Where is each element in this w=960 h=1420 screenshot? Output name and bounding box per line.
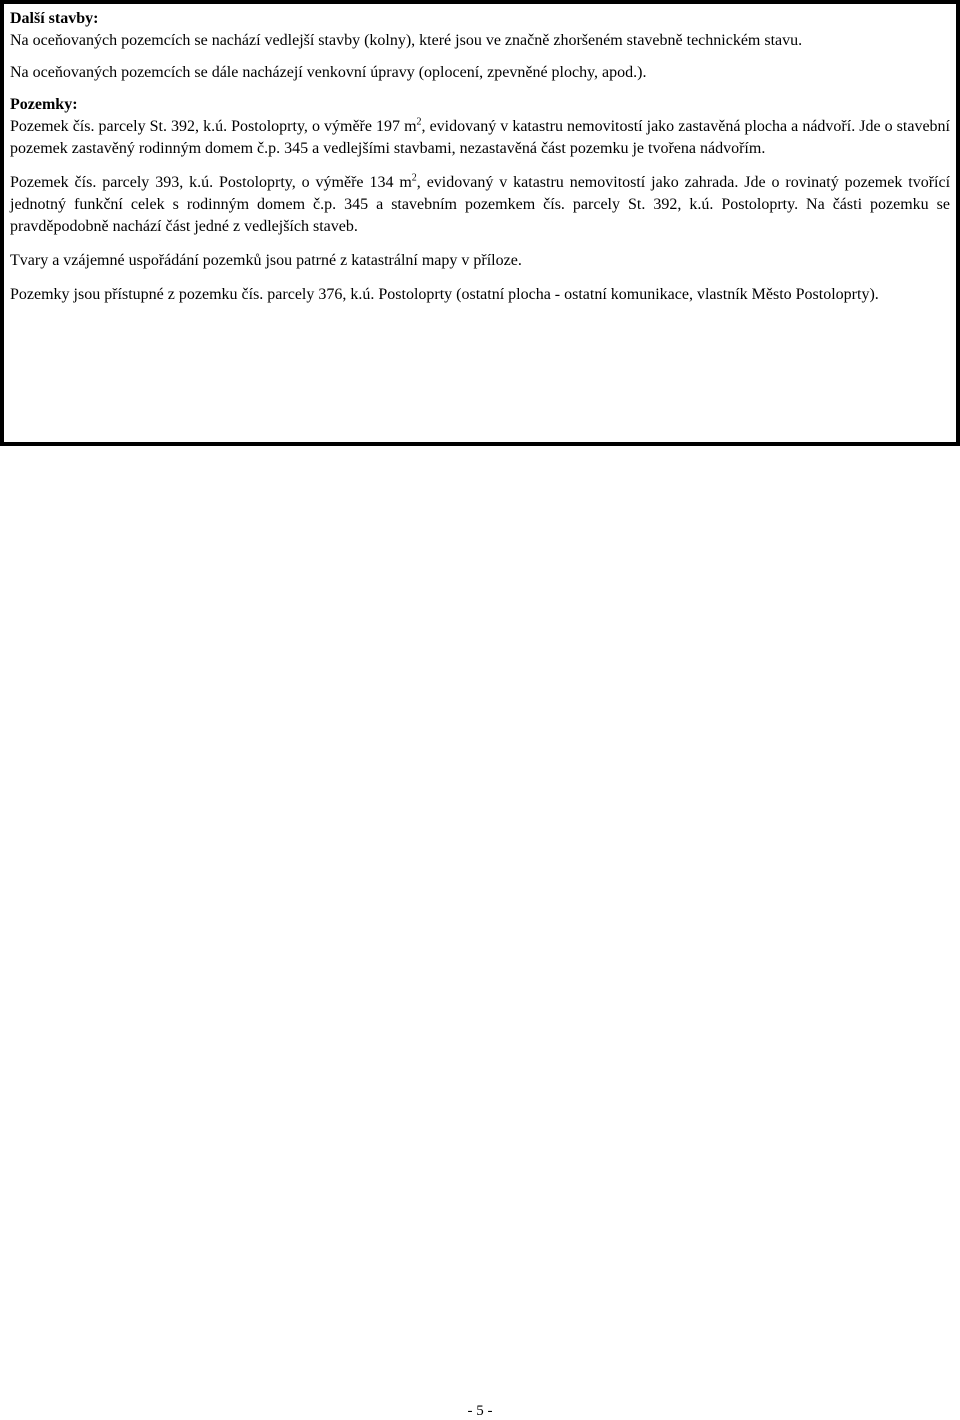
page-number: - 5 - bbox=[467, 1403, 493, 1419]
plot-392-area-unit-exponent: 2 bbox=[416, 116, 422, 128]
plot-393-paragraph bbox=[10, 172, 950, 238]
plot-392-text-a: Pozemek čís. parcely St. 392, k.ú. Postoloprty, o výměře 197 m bbox=[10, 118, 417, 135]
plot-access-paragraph: Pozemky jsou přístupné z pozemku čís. parcely 376, k.ú. Postoloprty (ostatní plocha - ostatní komunikace, vlastník Město Postoloprty). bbox=[10, 286, 879, 303]
land-heading: Pozemky: bbox=[10, 96, 78, 113]
plot-393-text-b: , evidovaný v katastru nemovitostí jako zahrada. Jde o rovinatý pozemek tvořící jednotný funkční celek s rodinným domem č.p. 345 a stavebním pozemkem čís. parcely St. 392, k.ú. Postoloprty. Na části pozemku se pravděpodobně nachází část jedné z vedlejších staveb. bbox=[10, 174, 951, 235]
plot-393-area-unit-exponent: 2 bbox=[411, 172, 417, 184]
content-box bbox=[0, 0, 960, 446]
other-buildings-paragraph: Na oceňovaných pozemcích se nachází vedlejší stavby (kolny), které jsou ve značně zhoršeném stavebně technickém stavu. bbox=[10, 32, 803, 49]
plot-layout-paragraph: Tvary a vzájemné uspořádání pozemků jsou patrné z katastrální mapy v příloze. bbox=[10, 252, 522, 269]
other-buildings-heading: Další stavby: bbox=[10, 10, 99, 27]
plot-392-paragraph bbox=[10, 116, 950, 160]
plot-392-text-b: , evidovaný v katastru nemovitostí jako zastavěná plocha a nádvoří. Jde o stavební pozemek zastavěný rodinným domem č.p. 345 a vedlejšími stavbami, nezastavěná část pozemku je tvořena nádvořím. bbox=[10, 118, 950, 157]
plot-393-text-a: Pozemek čís. parcely 393, k.ú. Postoloprty, o výměře 134 m bbox=[10, 174, 412, 191]
outdoor-works-paragraph: Na oceňovaných pozemcích se dále nacházejí venkovní úpravy (oplocení, zpevněné plochy, apod.). bbox=[10, 64, 647, 81]
